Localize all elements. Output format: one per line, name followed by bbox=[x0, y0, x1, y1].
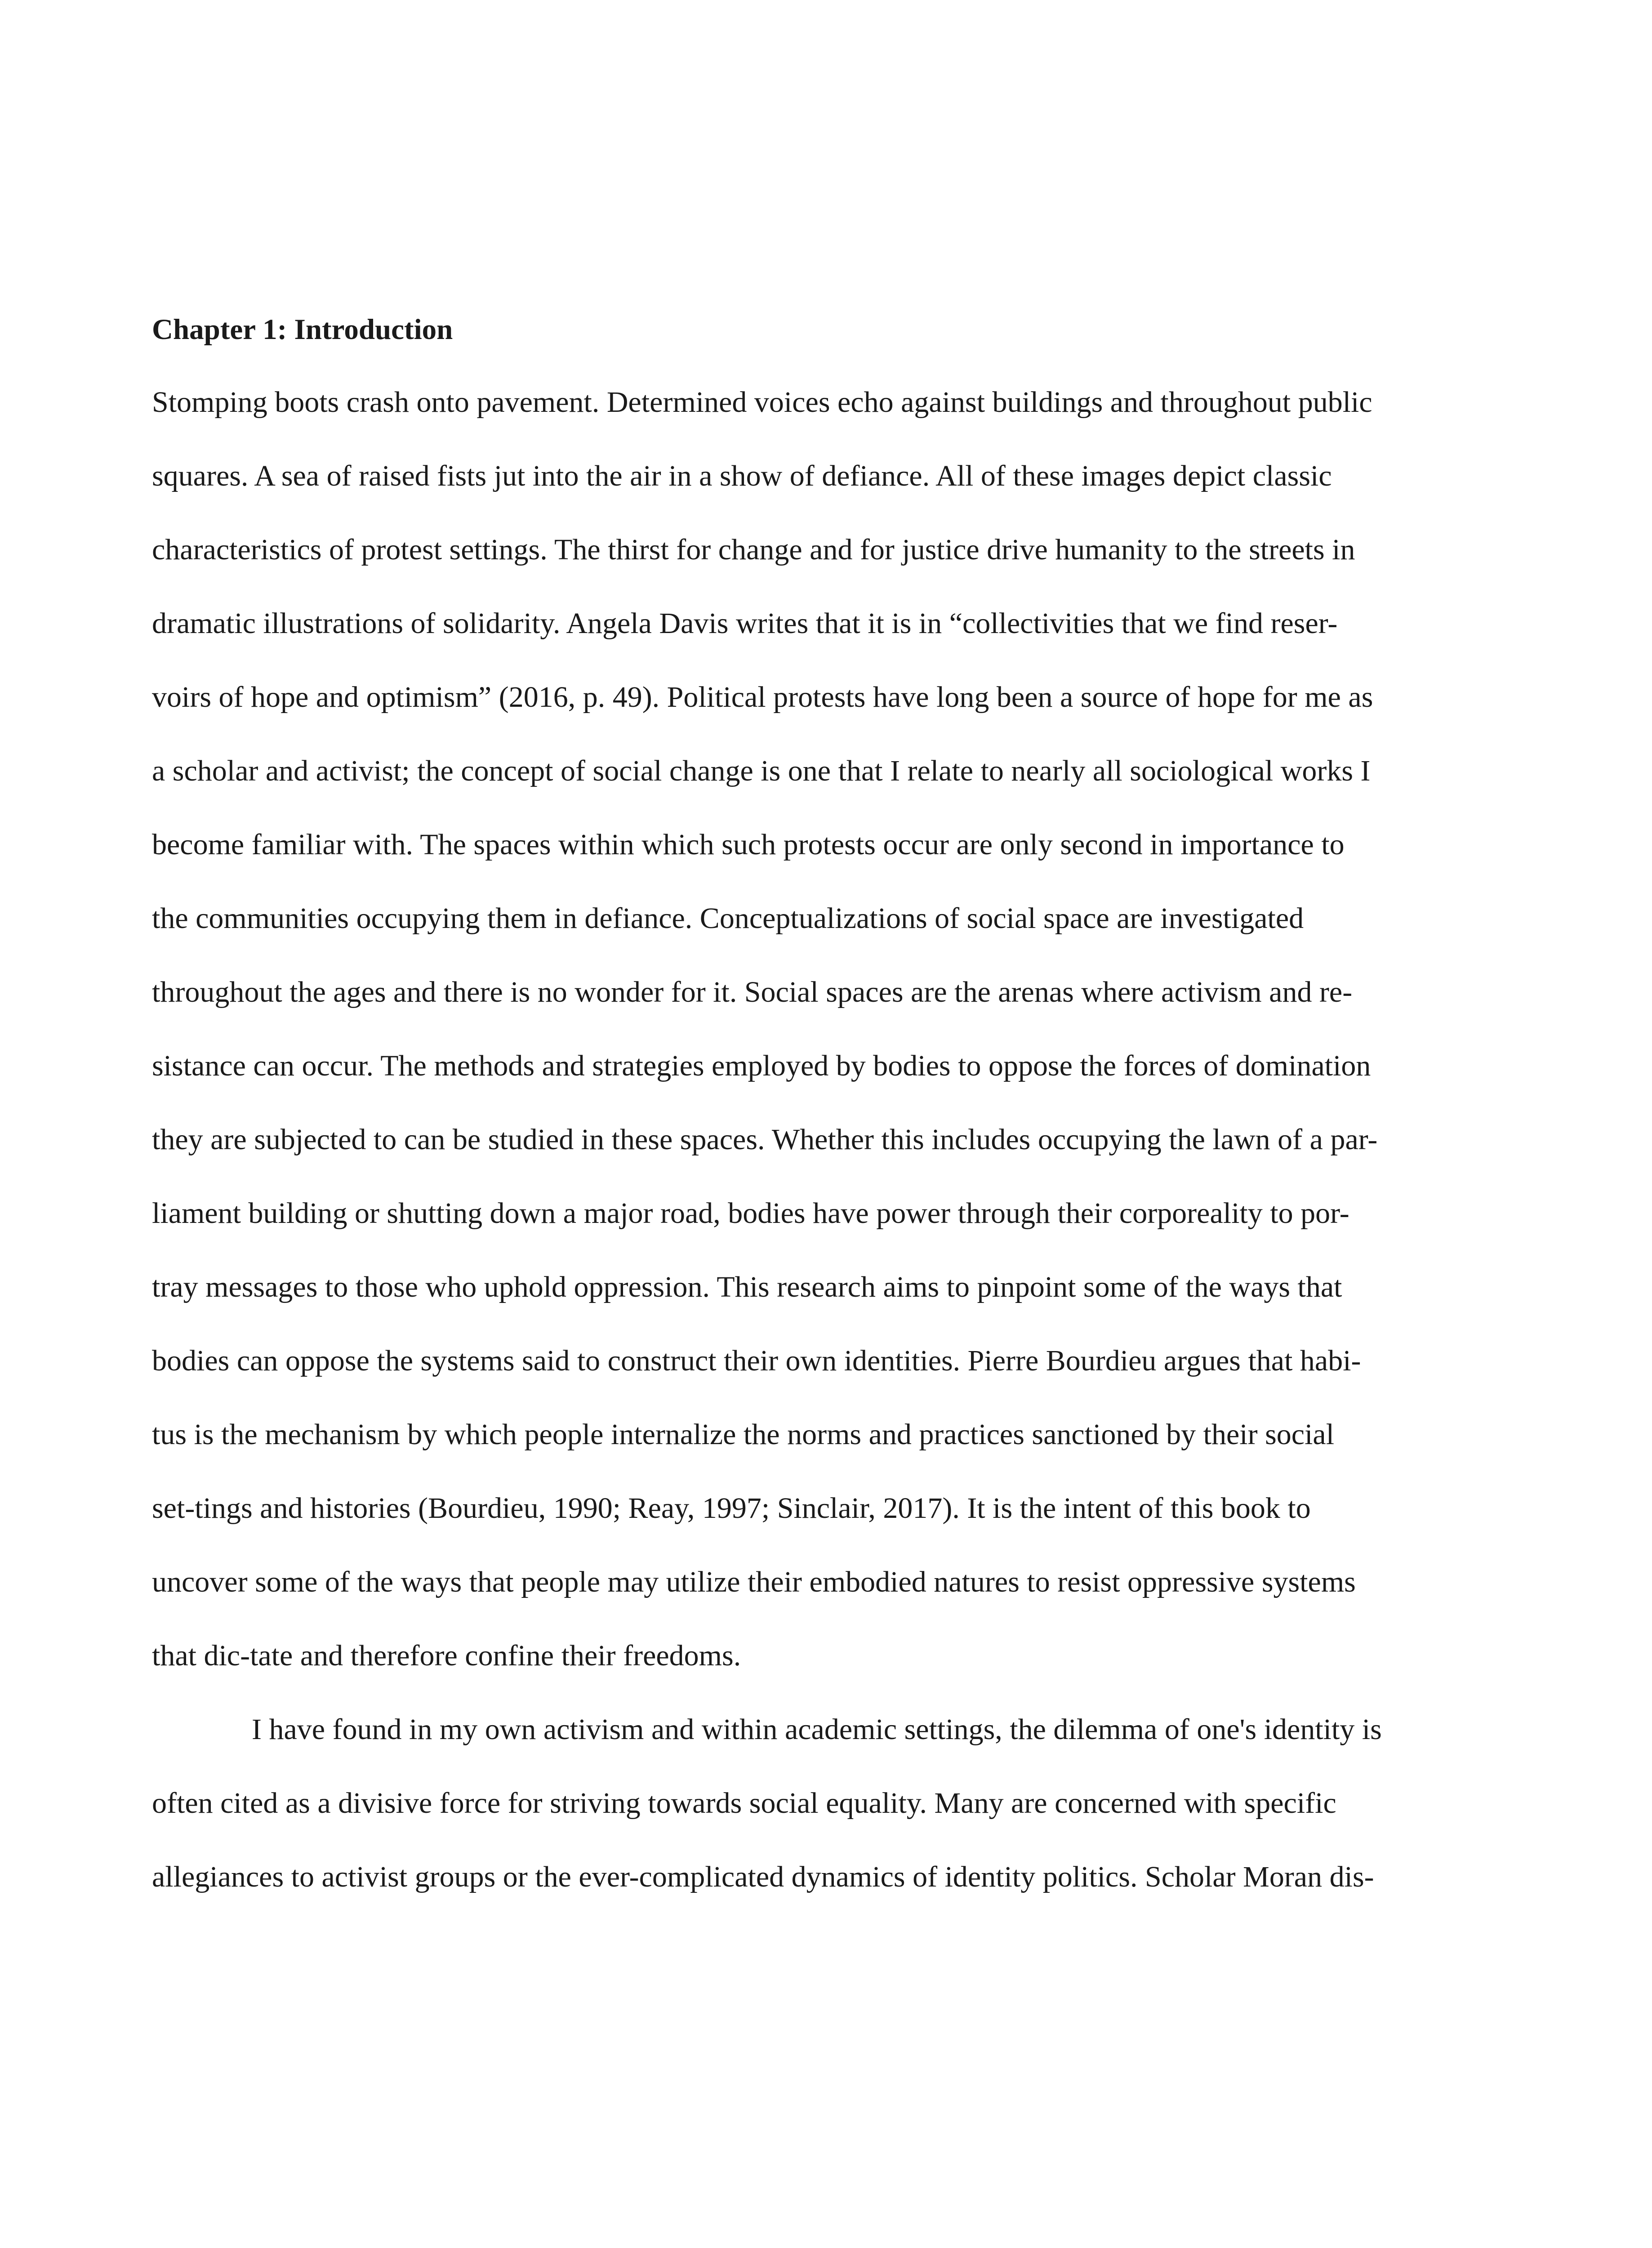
text-line: tray messages to those who uphold oppression. This research aims to pinpoint some of the ways that bbox=[152, 1271, 1342, 1303]
text-line: Stomping boots crash onto pavement. Determined voices echo against buildings and throughout public bbox=[152, 386, 1372, 419]
chapter-title: Chapter 1: Introduction bbox=[152, 313, 453, 346]
text-line: dramatic illustrations of solidarity. Angela Davis writes that it is in “collectivities that we find reser- bbox=[152, 607, 1338, 640]
text-line: voirs of hope and optimism” (2016, p. 49). Political protests have long been a source of hope for me as bbox=[152, 681, 1373, 714]
text-line: throughout the ages and there is no wonder for it. Social spaces are the arenas where activism and re- bbox=[152, 976, 1353, 1008]
text-line: the communities occupying them in defiance. Conceptualizations of social space are investigated bbox=[152, 902, 1304, 935]
text-line: uncover some of the ways that people may utilize their embodied natures to resist oppressive systems bbox=[152, 1566, 1356, 1598]
text-line: characteristics of protest settings. The thirst for change and for justice drive humanity to the streets in bbox=[152, 533, 1355, 566]
text-line: bodies can oppose the systems said to construct their own identities. Pierre Bourdieu argues that habi- bbox=[152, 1344, 1361, 1377]
text-line: squares. A sea of raised fists jut into the air in a show of defiance. All of these images depict classic bbox=[152, 459, 1332, 492]
text-line: liament building or shutting down a major road, bodies have power through their corporeality to por- bbox=[152, 1197, 1349, 1230]
text-line: allegiances to activist groups or the ever-complicated dynamics of identity politics. Scholar Moran dis- bbox=[152, 1860, 1374, 1893]
text-line: they are subjected to can be studied in these spaces. Whether this includes occupying the lawn of a par- bbox=[152, 1123, 1378, 1156]
text-line: sistance can occur. The methods and strategies employed by bodies to oppose the forces of domination bbox=[152, 1049, 1371, 1082]
text-line: that dic-tate and therefore confine their freedoms. bbox=[152, 1639, 741, 1672]
text-line-indented: I have found in my own activism and within academic settings, the dilemma of one's identity is bbox=[252, 1713, 1382, 1746]
text-line: set-tings and histories (Bourdieu, 1990; Reay, 1997; Sinclair, 2017). It is the intent of this book to bbox=[152, 1492, 1311, 1525]
text-line: become familiar with. The spaces within which such protests occur are only second in importance to bbox=[152, 828, 1345, 861]
body-text bbox=[152, 382, 1501, 1931]
text-line: a scholar and activist; the concept of social change is one that I relate to nearly all sociological works I bbox=[152, 754, 1371, 787]
text-line: tus is the mechanism by which people internalize the norms and practices sanctioned by their social bbox=[152, 1418, 1335, 1451]
text-line: often cited as a divisive force for striving towards social equality. Many are concerned with specific bbox=[152, 1787, 1336, 1820]
